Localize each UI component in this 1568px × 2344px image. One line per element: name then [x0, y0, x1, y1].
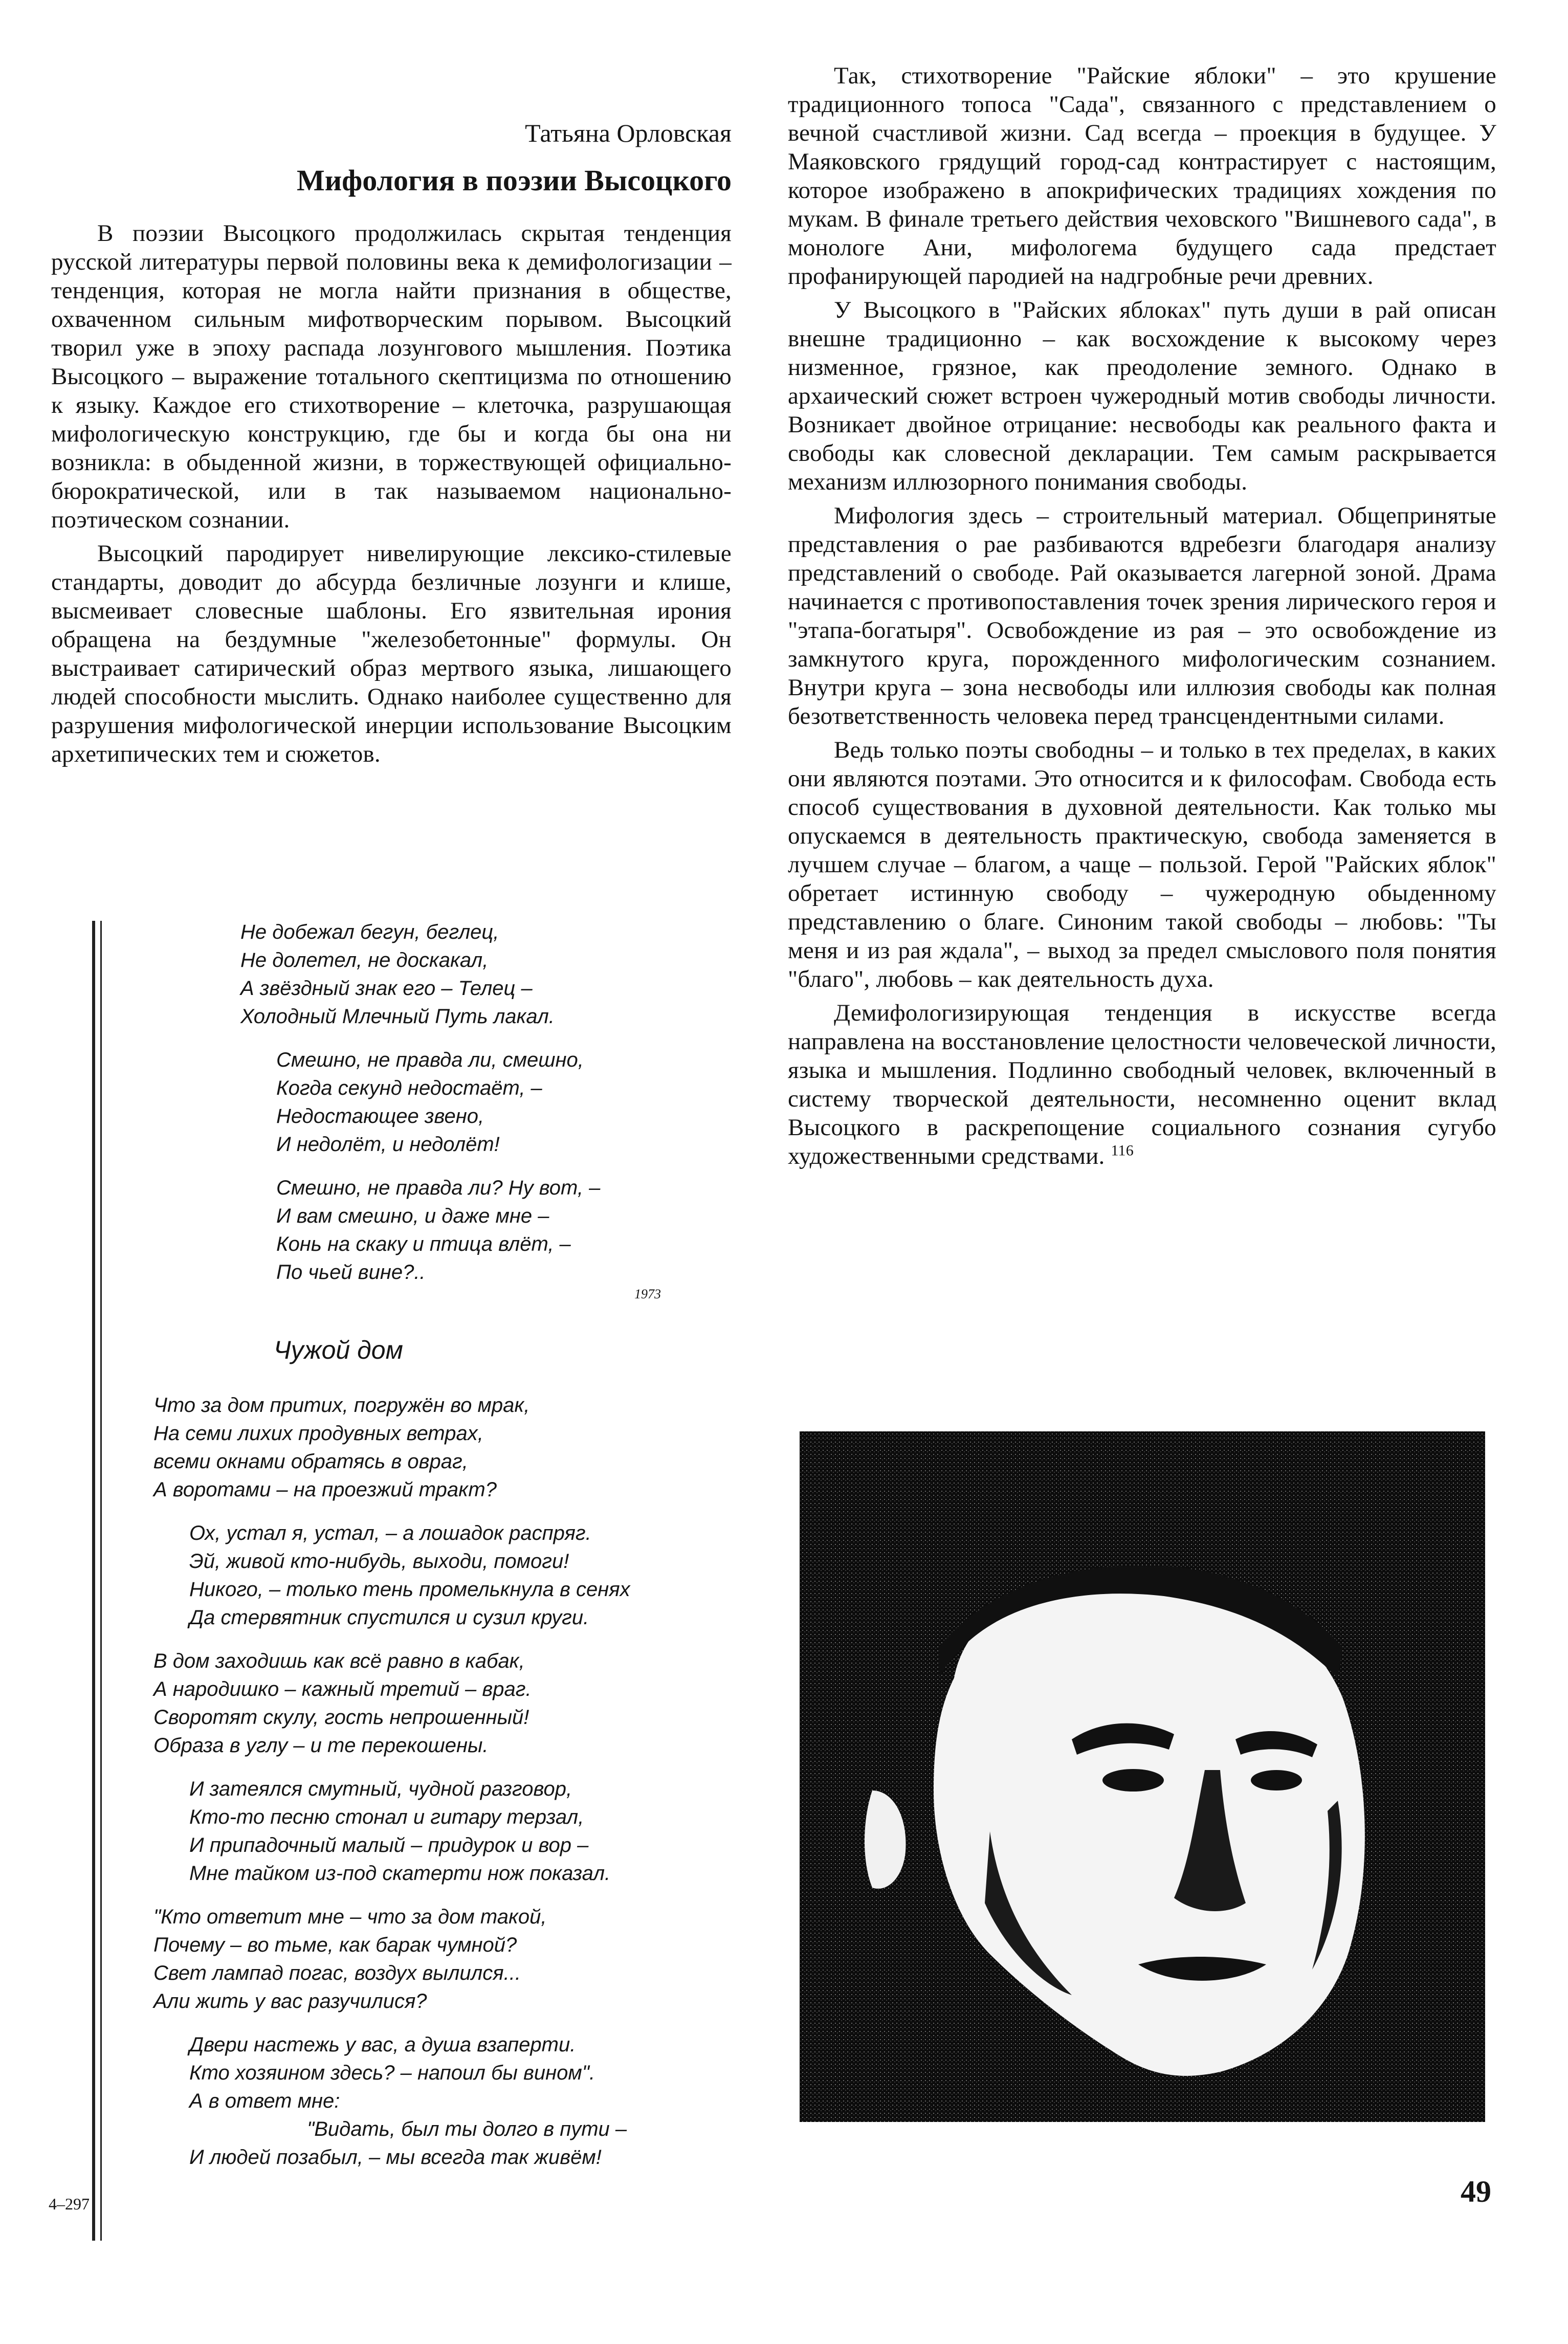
poem-line: "Кто ответит мне – что за дом такой, — [153, 1906, 547, 1928]
article-author: Татьяна Орловская — [525, 119, 732, 147]
article-paragraph-final — [788, 999, 1496, 1170]
poem-2 — [153, 1391, 630, 2187]
poem-line: Когда секунд недостаёт, – — [276, 1077, 542, 1099]
poem-line: И людей позабыл, – мы всегда так живём! — [189, 2146, 602, 2169]
poem-line: всеми окнами обратясь в овраг, — [153, 1450, 468, 1473]
poem-vertical-rule-thin — [100, 921, 102, 2241]
poem-line: Ох, устал я, устал, – а лошадок распряг. — [189, 1522, 591, 1544]
poem-line: Никого, – только тень промелькнула в сенях — [189, 1578, 630, 1601]
poem-line: Своротят скулу, гость непрошенный! — [153, 1706, 529, 1729]
poem-line: И припадочный малый – придурок и вор – — [189, 1834, 589, 1856]
poem-line: Почему – во тьме, как барак чумной? — [153, 1934, 517, 1956]
left-column — [51, 118, 732, 768]
portrait-photo — [785, 1412, 1499, 2138]
poem-1 — [240, 918, 600, 1302]
final-paragraph-text: Демифологизирующая тенденция в искусстве всегда направлена на восстановление целостности человеческой личности, языка и мышления. Подлинно свободный человек, включенный в систему творческой деятельности, несомненно оценит вклад Высоцкого в раскрепощение социального сознания сугубо художественными средствами. — [788, 1000, 1496, 1169]
poem-line: Кто хозяином здесь? – напоил бы вином". — [189, 2062, 595, 2084]
poem-2-stanza-3 — [153, 1647, 630, 1760]
poem-line: И недолёт, и недолёт! — [276, 1133, 500, 1156]
poem-line: Конь на скаку и птица влёт, – — [276, 1233, 571, 1255]
article-paragraph: Ведь только поэты свободны – и только в тех пределах, в каких они являются поэтами. Это относится и к философам. Свобода есть способ существования в духовной деятельности. Как только мы опускаемся в деятельность практическую, свобода заменяется в лучшем случае – благом, а чаще – пользой. Герой "Райских яблок" обретает истинную свободу – чужеродную обыденному представлению о благе. Синоним такой свободы – любовь: "Ты меня и из рая ждала", – выход за предел смыслового поля понятия "благо", любовь – как деятельность духа. — [788, 737, 1496, 992]
poem-line: Мне тайком из-под скатерти нож показал. — [189, 1862, 611, 1885]
poem-2-stanza-1 — [153, 1391, 630, 1504]
portrait-graphic — [785, 1412, 1499, 2138]
article-paragraph: Мифология здесь – строительный материал. Общепринятые представления о рае разбиваются вдребезги благодаря анализу представлений о свободе. Рай оказывается лагерной зоной. Драма начинается с противопоставления точек зрения лирического героя и "этапа-богатыря". Освобождение из рая – это освобождение из замкнутого круга, порожденного мифологическим сознанием. Внутри круга – зона несвободы или иллюзия свободы как полная безответственность человека перед трансцендентными силами. — [788, 502, 1496, 729]
right-column — [788, 61, 1496, 1170]
poem-line: Что за дом притих, погружён во мрак, — [153, 1394, 530, 1417]
article-paragraph: Так, стихотворение "Райские яблоки" – это крушение традиционного топоса "Сада", связанного с представлением о вечной счастливой жизни. Сад всегда – проекция в будущее. У Маяковского грядущий город-сад контрастирует с настоящим, которое изображено в апокрифических традициях хождения по мукам. В финале третьего действия чеховского "Вишневого сада", в монологе Ани, мифологема будущего сада предстает профанирующей пародией на надгробные речи древних. — [788, 62, 1496, 290]
poem-line: Кто-то песню стонал и гитару терзал, — [189, 1806, 584, 1828]
article-paragraph: Высоцкий пародирует нивелирующие лексико-стилевые стандарты, доводит до абсурда безличные лозунги и клише, высмеивает словесные шаблоны. Его язвительная ирония обращена на бездумные "железобетонные" формулы. Он выстраивает сатирический образ мертвого языка, лишающего людей способности мыслить. Однако наиболее существенно для разрушения мифологической инерции использование Высоцким архетипических тем и сюжетов. — [51, 540, 732, 767]
article-paragraph: У Высоцкого в "Райских яблоках" путь души в рай описан внешне традиционно – как восхождение к высокому через низменное, грязное, как преодоление земного. Однако в архаический сюжет встроен чужеродный мотив свободы личности. Возникает двойное отрицание: несвободы как реального факта и свободы как словесной декларации. Тем самым раскрывается механизм иллюзорного понимания свободы. — [788, 297, 1496, 495]
poem-1-stanza-3 — [240, 1174, 600, 1287]
poem-2-stanza-5 — [153, 1903, 630, 2016]
printer-signature: 4–297 — [49, 2195, 90, 2213]
article-title: Мифология в поэзии Высоцкого — [296, 164, 732, 197]
poem-line: И затеялся смутный, чудной разговор, — [189, 1778, 572, 1800]
poem-line: Свет лампад погас, воздух вылился... — [153, 1962, 521, 1984]
poem-line: "Видать, был ты долго в пути – — [307, 2118, 627, 2140]
poem-line: Холодный Млечный Путь лакал. — [240, 1005, 555, 1028]
page-number: 49 — [1461, 2175, 1491, 2208]
poem-line: На семи лихих продувных ветрах, — [153, 1422, 483, 1445]
poem-line: В дом заходишь как всё равно в кабак, — [153, 1650, 525, 1672]
poem-2-stanza-4 — [153, 1775, 630, 1888]
poem-line: Смешно, не правда ли? Ну вот, – — [276, 1177, 601, 1199]
poem-2-stanza-2 — [153, 1519, 630, 1632]
poem-1-year: 1973 — [634, 1287, 661, 1301]
poem-1-stanza-1 — [240, 918, 600, 1031]
poem-2-stanza-6 — [153, 2031, 630, 2172]
poem-line: Не долетел, не доскакал, — [240, 949, 489, 971]
poem-2-title: Чужой дом — [274, 1336, 403, 1364]
poem-line: Образа в углу – и те перекошены. — [153, 1734, 489, 1757]
poem-line: По чьей вине?.. — [276, 1261, 426, 1284]
poem-line: Али жить у вас разучилися? — [153, 1990, 427, 2013]
poem-line: А народишко – кажный третий – враг. — [153, 1678, 532, 1700]
poem-line: А в ответ мне: — [189, 2090, 340, 2112]
poem-line: А звёздный знак его – Телец – — [240, 977, 533, 1000]
poem-line: И вам смешно, и даже мне – — [276, 1205, 549, 1227]
poem-line: Да стервятник спустился и сузил круги. — [189, 1606, 589, 1629]
poem-line: Недостающее звено, — [276, 1105, 484, 1127]
article-paragraph: В поэзии Высоцкого продолжилась скрытая тенденция русской литературы первой половины века к демифологизации – тенденция, которая не могла найти признания в обществе, охваченном сильным мифотворческим порывом. Высоцкий творил уже в эпоху распада лозунгового мышления. Поэтика Высоцкого – выражение тотального скептицизма по отношению к языку. Каждое его стихотворение – клеточка, разрушающая мифологическую конструкцию, где бы и когда бы она ни возникла: в обыденной жизни, в торжествующей официально-бюрократической, или в так называемом национально-поэтическом сознании. — [51, 219, 732, 533]
poem-line: А воротами – на проезжий тракт? — [153, 1478, 497, 1501]
poem-line: Эй, живой кто-нибудь, выходи, помоги! — [189, 1550, 569, 1573]
poem-vertical-rule — [92, 921, 95, 2241]
poem-line: Смешно, не правда ли, смешно, — [276, 1049, 584, 1071]
poem-line: Не добежал бегун, беглец, — [240, 921, 499, 943]
footnote-marker: 116 — [1111, 1142, 1134, 1159]
poem-1-stanza-2 — [240, 1046, 600, 1159]
poem-line: Двери настежь у вас, а душа взаперти. — [189, 2033, 576, 2056]
